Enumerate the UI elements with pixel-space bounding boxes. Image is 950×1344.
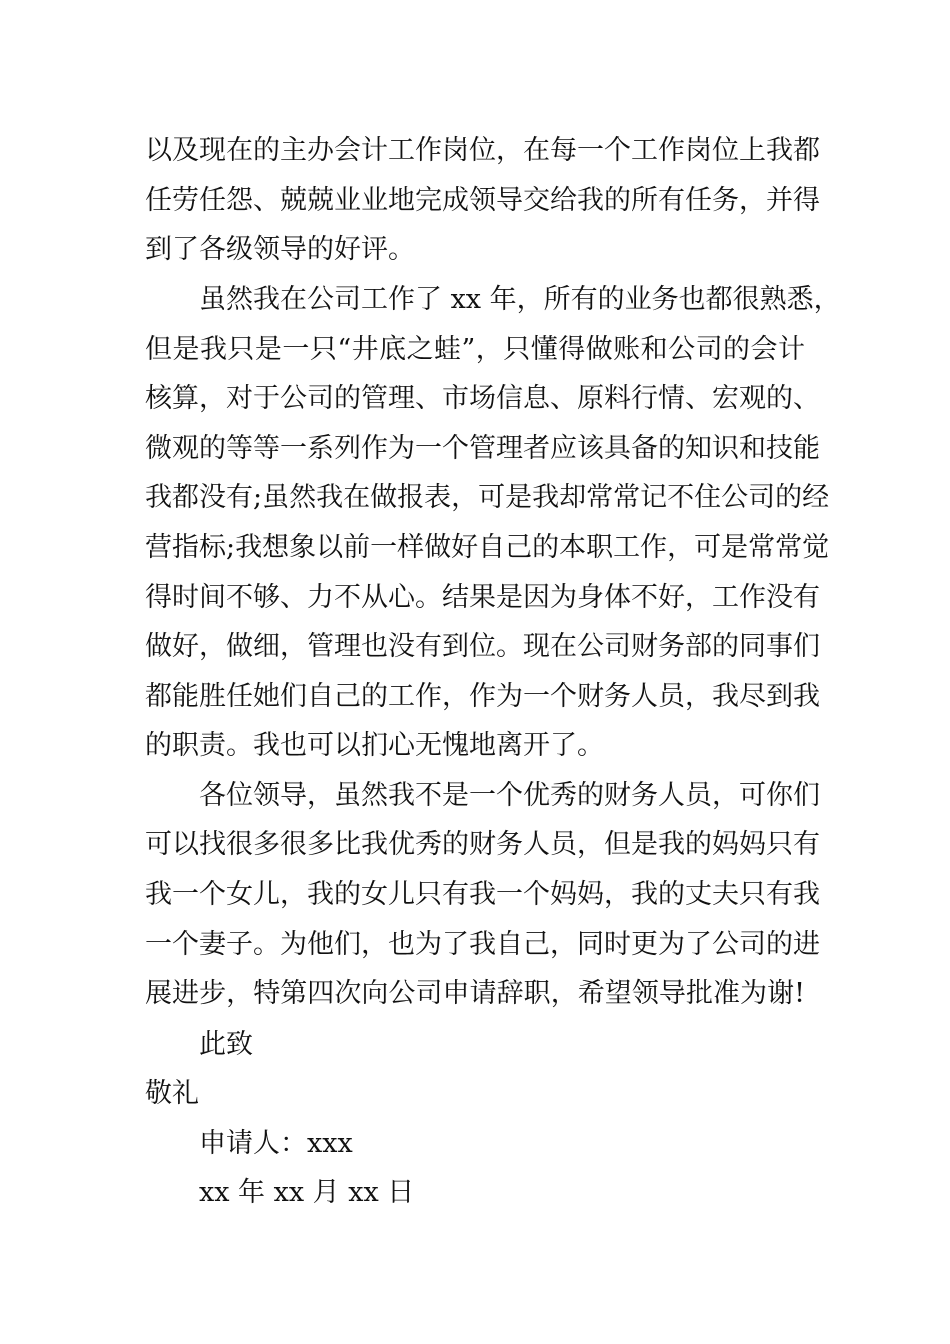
- paragraph-2-line-3: 核算，对于公司的管理、市场信息、原料行情、宏观的、: [145, 383, 820, 414]
- paragraph-2-line-9: 都能胜任她们自己的工作，作为一个财务人员，我尽到我: [145, 681, 820, 712]
- paragraph-2-line-1: 虽然我在公司工作了 xx 年，所有的业务也都很熟悉，: [199, 284, 841, 315]
- paragraph-3-line-2: 可以找很多很多比我优秀的财务人员，但是我的妈妈只有: [145, 829, 820, 860]
- signature-applicant: 申请人：xxx: [199, 1128, 353, 1159]
- paragraph-2-line-8: 做好，做细，管理也没有到位。现在公司财务部的同事们: [145, 631, 820, 662]
- paragraph-3-line-3: 我一个女儿，我的女儿只有我一个妈妈，我的丈夫只有我: [145, 879, 820, 910]
- paragraph-1-line-2: 任劳任怨、兢兢业业地完成领导交给我的所有任务，并得: [145, 185, 820, 216]
- paragraph-3-line-5: 展进步，特第四次向公司申请辞职，希望领导批准为谢!: [145, 978, 805, 1009]
- paragraph-2-line-10: 的职责。我也可以扪心无愧地离开了。: [145, 730, 604, 761]
- closing-jingli: 敬礼: [145, 1078, 199, 1109]
- paragraph-2-line-7: 得时间不够、力不从心。结果是因为身体不好，工作没有: [145, 582, 820, 613]
- paragraph-2-line-2: 但是我只是一只“井底之蛙”，只懂得做账和公司的会计: [145, 334, 805, 365]
- paragraph-2-line-5: 我都没有;虽然我在做报表，可是我却常常记不住公司的经: [145, 482, 830, 513]
- closing-cizhi: 此致: [199, 1029, 253, 1060]
- paragraph-1-line-1: 以及现在的主办会计工作岗位，在每一个工作岗位上我都: [145, 135, 820, 166]
- paragraph-3-line-1: 各位领导，虽然我不是一个优秀的财务人员，可你们: [199, 780, 820, 811]
- paragraph-3-line-4: 一个妻子。为他们，也为了我自己，同时更为了公司的进: [145, 929, 820, 960]
- paragraph-2-line-4: 微观的等等一系列作为一个管理者应该具备的知识和技能: [145, 433, 820, 464]
- paragraph-2-line-6: 营指标;我想象以前一样做好自己的本职工作，可是常常觉: [145, 532, 830, 563]
- signature-date: xx 年 xx 月 xx 日: [199, 1177, 415, 1208]
- paragraph-1-line-3: 到了各级领导的好评。: [145, 234, 415, 265]
